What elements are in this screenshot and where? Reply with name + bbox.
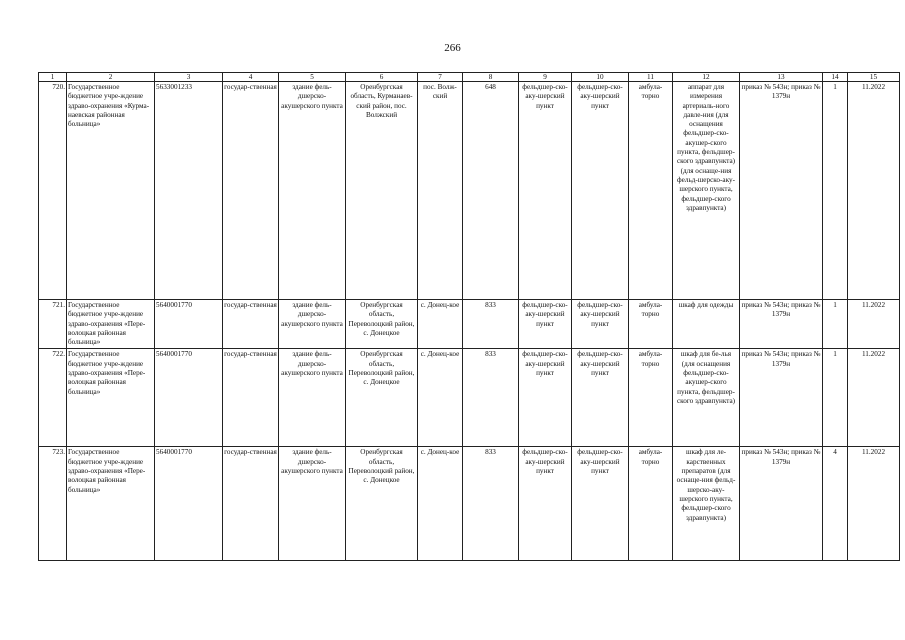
ownership-form: государ-ственная bbox=[223, 349, 279, 447]
unit-type: фельдшер-ско-аку-шерский пункт bbox=[519, 447, 572, 561]
unit-type: фельдшер-ско-аку-шерский пункт bbox=[519, 82, 572, 300]
quantity: 1 bbox=[823, 82, 848, 300]
column-header: 9 bbox=[519, 73, 572, 82]
population: 833 bbox=[463, 447, 519, 561]
ownership-form: государ-ственная bbox=[223, 82, 279, 300]
page-number: 266 bbox=[444, 42, 461, 54]
delivery-date: 11.2022 bbox=[848, 300, 900, 349]
settlement: с. Донец-кое bbox=[418, 300, 463, 349]
row-number: 720. bbox=[39, 82, 67, 300]
column-header: 13 bbox=[740, 73, 823, 82]
column-header: 12 bbox=[673, 73, 740, 82]
unit-type-2: фельдшер-ско-аку-шерский пункт bbox=[572, 349, 629, 447]
column-header: 10 bbox=[572, 73, 629, 82]
inn: 5640001770 bbox=[155, 447, 223, 561]
quantity: 1 bbox=[823, 349, 848, 447]
building-type: здание фель-дшерско-акушерского пункта bbox=[279, 447, 346, 561]
column-header: 2 bbox=[67, 73, 155, 82]
address: Оренбургская область, Переволоцкий район, с. Донецкое bbox=[346, 300, 418, 349]
unit-type: фельдшер-ско-аку-шерский пункт bbox=[519, 300, 572, 349]
regulatory-order: приказ № 543н; приказ № 1379н bbox=[740, 82, 823, 300]
building-type: здание фель-дшерско-акушерского пункта bbox=[279, 82, 346, 300]
organization-name: Государственное бюджетное учре-ждение здраво-охранения «Пере-волоцкая районная больница» bbox=[67, 447, 155, 561]
row-number: 722. bbox=[39, 349, 67, 447]
settlement: пос. Волж-ский bbox=[418, 82, 463, 300]
unit-type-2: фельдшер-ско-аку-шерский пункт bbox=[572, 82, 629, 300]
regulatory-order: приказ № 543н; приказ № 1379н bbox=[740, 447, 823, 561]
population: 833 bbox=[463, 349, 519, 447]
column-header: 4 bbox=[223, 73, 279, 82]
quantity: 1 bbox=[823, 300, 848, 349]
population: 833 bbox=[463, 300, 519, 349]
unit-type-2: фельдшер-ско-аку-шерский пункт bbox=[572, 447, 629, 561]
address: Оренбургская область, Курманаев-ский район, пос. Волжский bbox=[346, 82, 418, 300]
column-header: 6 bbox=[346, 73, 418, 82]
building-type: здание фель-дшерско-акушерского пункта bbox=[279, 349, 346, 447]
population: 648 bbox=[463, 82, 519, 300]
row-number: 721. bbox=[39, 300, 67, 349]
table-row bbox=[39, 447, 900, 561]
table-row bbox=[39, 349, 900, 447]
registry-table bbox=[38, 72, 900, 561]
delivery-date: 11.2022 bbox=[848, 349, 900, 447]
care-conditions: амбула-торно bbox=[629, 349, 673, 447]
settlement: с. Донец-кое bbox=[418, 349, 463, 447]
unit-type-2: фельдшер-ско-аку-шерский пункт bbox=[572, 300, 629, 349]
delivery-date: 11.2022 bbox=[848, 82, 900, 300]
regulatory-order: приказ № 543н; приказ № 1379н bbox=[740, 300, 823, 349]
column-header: 8 bbox=[463, 73, 519, 82]
inn: 5633001233 bbox=[155, 82, 223, 300]
organization-name: Государственное бюджетное учре-ждение здраво-охранения «Курма-наевская районная больница» bbox=[67, 82, 155, 300]
unit-type: фельдшер-ско-аку-шерский пункт bbox=[519, 349, 572, 447]
table-row bbox=[39, 82, 900, 300]
care-conditions: амбула-торно bbox=[629, 82, 673, 300]
regulatory-order: приказ № 543н; приказ № 1379н bbox=[740, 349, 823, 447]
column-header: 15 bbox=[848, 73, 900, 82]
building-type: здание фель-дшерско-акушерского пункта bbox=[279, 300, 346, 349]
equipment: аппарат для измерения артериаль-ного давле-ния (для оснащения фельдшер-ско-акушер-ского пункта, фельдшер-ского здравпункта) (для оснаще-ния фельд-шерско-аку-шерского пункта, фельдшер-ского здравпункта) bbox=[673, 82, 740, 300]
column-header: 7 bbox=[418, 73, 463, 82]
settlement: с. Донец-кое bbox=[418, 447, 463, 561]
ownership-form: государ-ственная bbox=[223, 447, 279, 561]
equipment: шкаф для одежды bbox=[673, 300, 740, 349]
header-row bbox=[39, 73, 900, 82]
equipment: шкаф для бе-лья (для оснащения фельдшер-ско-акушер-ского пункта, фельдшер-ского здравпункта) bbox=[673, 349, 740, 447]
inn: 5640001770 bbox=[155, 300, 223, 349]
equipment: шкаф для ле-карственных препаратов (для оснаще-ния фельд-шерско-аку-шерского пункта, фельдшер-ского здравпункта) bbox=[673, 447, 740, 561]
quantity: 4 bbox=[823, 447, 848, 561]
organization-name: Государственное бюджетное учре-ждение здраво-охранения «Пере-волоцкая районная больница» bbox=[67, 349, 155, 447]
column-header: 14 bbox=[823, 73, 848, 82]
row-number: 723. bbox=[39, 447, 67, 561]
care-conditions: амбула-торно bbox=[629, 447, 673, 561]
column-header: 11 bbox=[629, 73, 673, 82]
column-header: 1 bbox=[39, 73, 67, 82]
column-header: 5 bbox=[279, 73, 346, 82]
inn: 5640001770 bbox=[155, 349, 223, 447]
table-row bbox=[39, 300, 900, 349]
address: Оренбургская область, Переволоцкий район, с. Донецкое bbox=[346, 349, 418, 447]
column-header: 3 bbox=[155, 73, 223, 82]
organization-name: Государственное бюджетное учре-ждение здраво-охранения «Пере-волоцкая районная больница» bbox=[67, 300, 155, 349]
delivery-date: 11.2022 bbox=[848, 447, 900, 561]
care-conditions: амбула-торно bbox=[629, 300, 673, 349]
table-header bbox=[39, 73, 900, 82]
address: Оренбургская область, Переволоцкий район, с. Донецкое bbox=[346, 447, 418, 561]
ownership-form: государ-ственная bbox=[223, 300, 279, 349]
